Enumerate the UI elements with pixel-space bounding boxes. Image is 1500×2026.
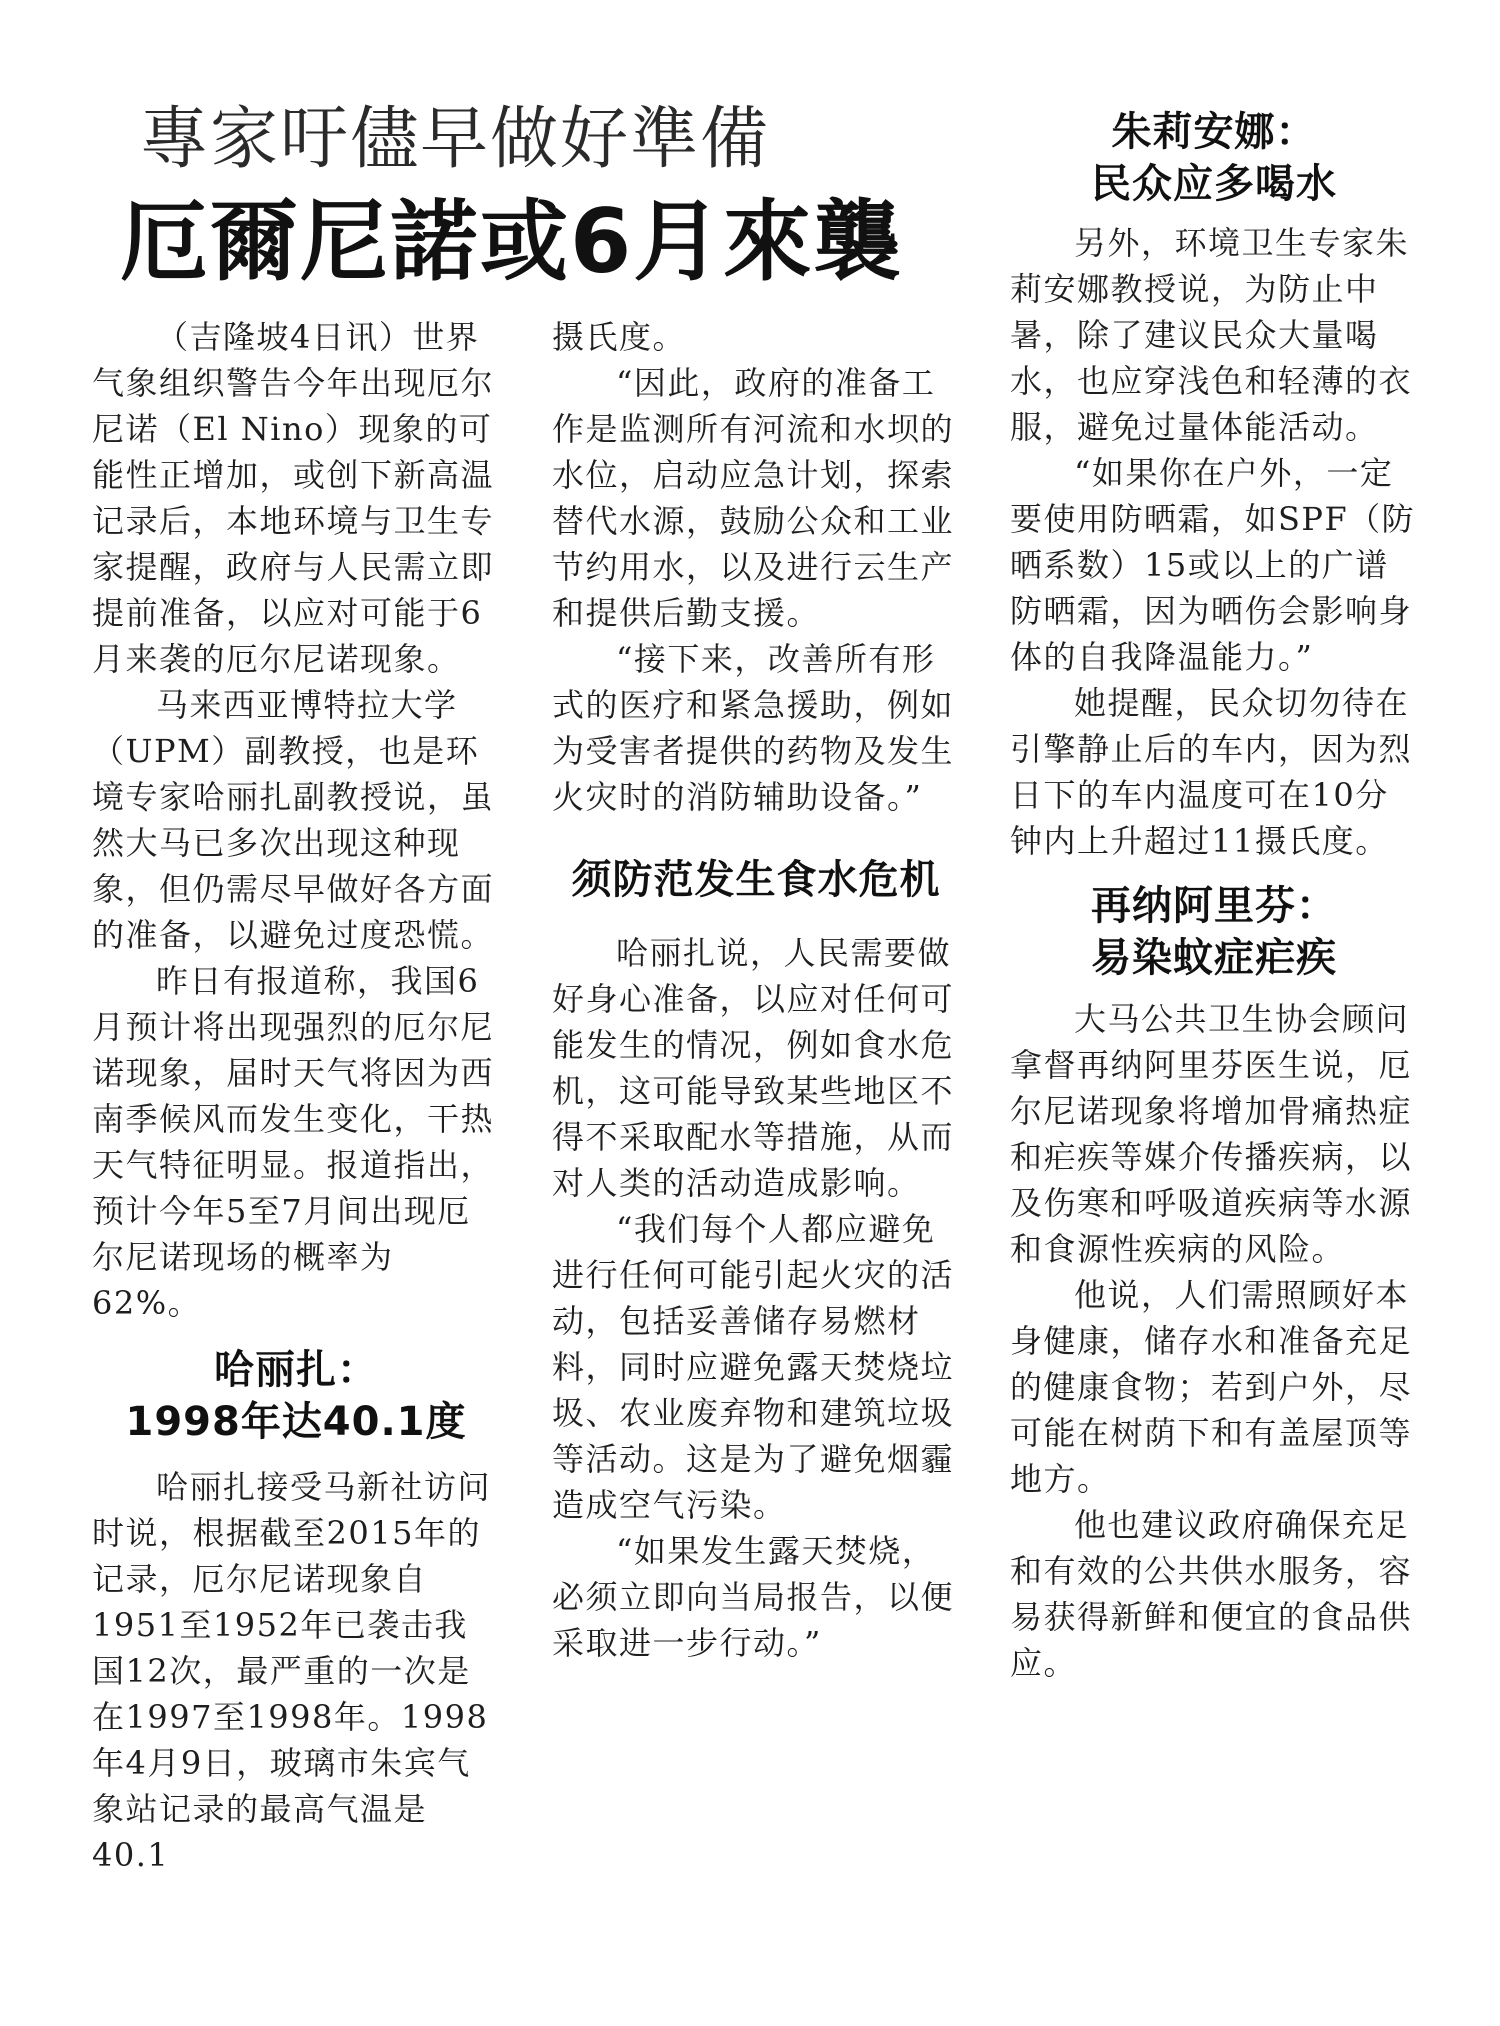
paragraph: “因此，政府的准备工作是监测所有河流和水坝的水位，启动应急计划，探索替代水源，鼓励公众和工业节约用水，以及进行云生产和提供后勤支援。 xyxy=(552,364,955,632)
paragraph: 她提醒，民众切勿待在引擎静止后的车内，因为烈日下的车内温度可在10分钟内上升超过11摄氏度。 xyxy=(1010,684,1413,860)
paragraph: 另外，环境卫生专家朱莉安娜教授说，为防止中暑，除了建议民众大量喝水，也应穿浅色和轻薄的衣服，避免过量体能活动。 xyxy=(1010,224,1413,446)
subheading-water-crisis: 须防范发生食水危机 xyxy=(571,857,941,903)
subheading-haliza xyxy=(92,1344,500,1448)
paragraph: 哈丽扎接受马新社访问时说，根据截至2015年的记录，厄尔尼诺现象自1951至1952年已袭击我国12次，最严重的一次是在1997至1998年。1998年4月9日，玻璃市朱宾气象站记录的最高气温是40.1 xyxy=(92,1468,492,1874)
kicker-headline: 專家吁儘早做好準備 xyxy=(140,100,771,179)
paragraph: “接下来，改善所有形式的医疗和紧急援助，例如为受害者提供的药物及发生火灾时的消防辅助设备。” xyxy=(552,640,955,816)
paragraph: “如果发生露天焚烧，必须立即向当局报告，以便采取进一步行动。” xyxy=(552,1532,955,1662)
subheading-juliana xyxy=(1010,106,1418,210)
subheading-line: 1998年达40.1度 xyxy=(125,1399,467,1445)
paragraph: 大马公共卫生协会顾问拿督再纳阿里芬医生说，厄尔尼诺现象将增加骨痛热症和疟疾等媒介传播疾病，以及伤寒和呼吸道疾病等水源和食源性疾病的风险。 xyxy=(1010,1000,1413,1268)
subheading-zainal xyxy=(1010,880,1418,984)
main-headline: 厄爾尼諾或6月來襲 xyxy=(120,190,904,293)
subheading-line: 朱莉安娜： xyxy=(1111,109,1317,155)
paragraph: 他也建议政府确保充足和有效的公共供水服务，容易获得新鲜和便宜的食品供应。 xyxy=(1010,1506,1413,1682)
paragraph-continued: 摄氏度。 xyxy=(552,318,687,356)
paragraph: “如果你在户外，一定要使用防晒霜，如SPF（防晒系数）15或以上的广谱防晒霜，因为晒伤会影响身体的自我降温能力。” xyxy=(1010,454,1416,676)
subheading-line: 哈丽扎： xyxy=(214,1347,378,1393)
subheading-line: 易染蚊症疟疾 xyxy=(1091,935,1337,981)
column-1 xyxy=(92,314,500,1878)
column-2 xyxy=(552,314,960,1666)
paragraph: （吉隆坡4日讯）世界气象组织警告今年出现厄尔尼诺（El Nino）现象的可能性正增加，或创下新高温记录后，本地环境与卫生专家提醒，政府与人民需立即提前准备，以应对可能于6月来袭的厄尔尼诺现象。 xyxy=(92,318,495,678)
paragraph: 昨日有报道称，我国6月预计将出现强烈的厄尔尼诺现象，届时天气将因为西南季候风而发生变化，干热天气特征明显。报道指出，预计今年5至7月间出现厄尔尼诺现场的概率为62%。 xyxy=(92,962,495,1322)
subheading-line: 民众应多喝水 xyxy=(1091,161,1337,207)
paragraph: 他说，人们需照顾好本身健康，储存水和准备充足的健康食物；若到户外，尽可能在树荫下和有盖屋顶等地方。 xyxy=(1010,1276,1413,1498)
paragraph: 哈丽扎说，人民需要做好身心准备，以应对任何可能发生的情况，例如食水危机，这可能导致某些地区不得不采取配水等措施，从而对人类的活动造成影响。 xyxy=(552,934,955,1202)
column-3 xyxy=(1010,106,1418,1686)
paragraph: 马来西亚博特拉大学（UPM）副教授，也是环境专家哈丽扎副教授说，虽然大马已多次出现这种现象，但仍需尽早做好各方面的准备，以避免过度恐慌。 xyxy=(92,686,495,954)
paragraph: “我们每个人都应避免进行任何可能引起火灾的活动，包括妥善储存易燃材料，同时应避免露天焚烧垃圾、农业废弃物和建筑垃圾等活动。这是为了避免烟霾造成空气污染。 xyxy=(552,1210,955,1524)
subheading-line: 再纳阿里芬： xyxy=(1091,883,1337,929)
